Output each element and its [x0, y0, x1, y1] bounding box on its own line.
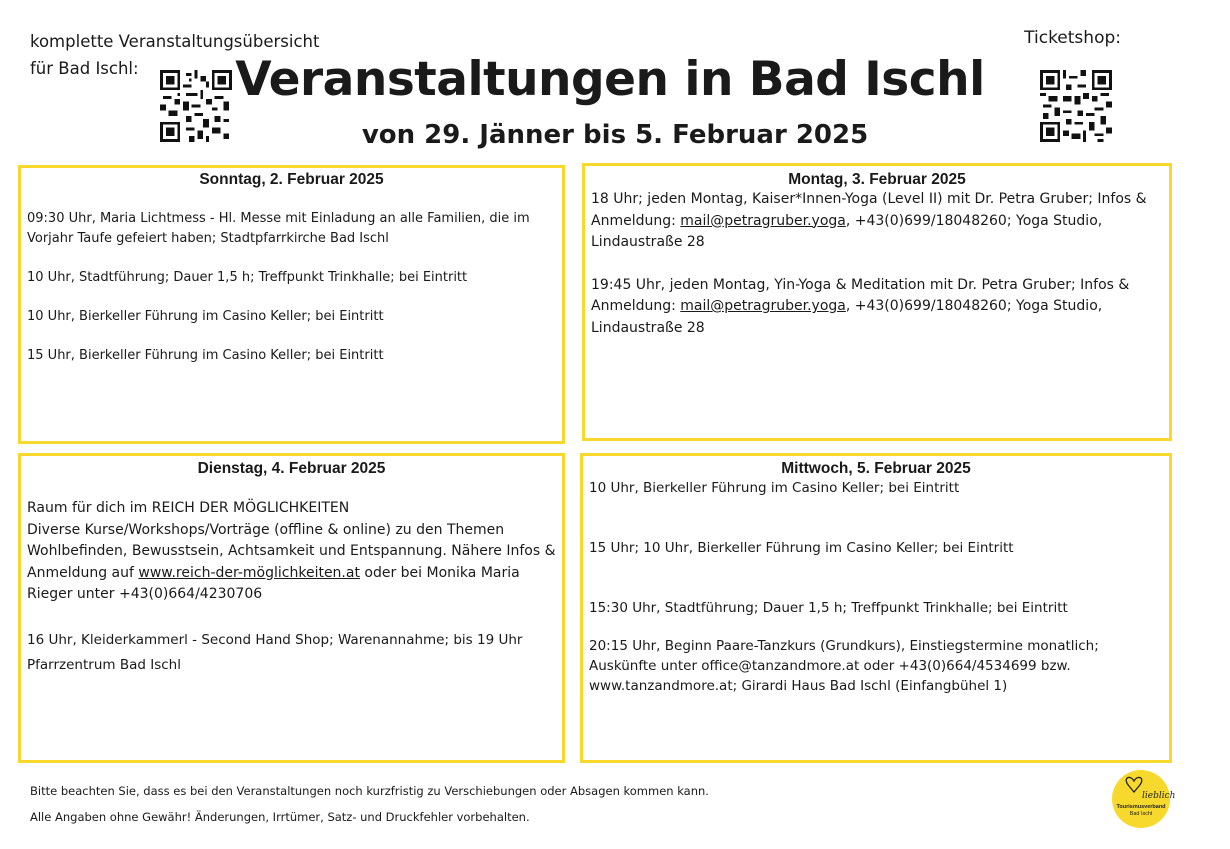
event-item: [27, 628, 556, 678]
event-item: 10 Uhr, Stadtführung; Dauer 1,5 h; Treffpunkt Trinkhalle; bei Eintritt: [27, 270, 468, 285]
event-text: , +43(0)699/18048260; Yoga Studio, Lindaustraße 28: [591, 298, 1103, 336]
event-text: oder bei Monika Maria Rieger unter +43(0)664/4230706: [27, 564, 520, 602]
day-title-mittwoch: Mittwoch, 5. Februar 2025: [781, 460, 971, 477]
overview-line-2: für Bad Ischl:: [30, 59, 139, 78]
event-text: Diverse Kurse/Workshops/Vorträge (offline & online) zu den Themen Wohlbefinden, Bewusstsein, Achtsamkeit und Entspannung. Nähere Infos & Anmeldung auf: [27, 521, 556, 581]
email-link[interactable]: mail@petragruber.yoga: [680, 298, 846, 314]
event-item: 15 Uhr; 10 Uhr, Bierkeller Führung im Casino Keller; bei Eintritt: [589, 540, 1014, 556]
event-item: 20:15 Uhr, Beginn Paare-Tanzkurs (Grundkurs), Einstiegstermine monatlich; Auskünfte unter office@tanzandmore.at oder +43(0)664/4534699 bzw. www.tanzandmore.at; Girardi Haus Bad Ischl (Einfangbühel 1): [589, 638, 1099, 694]
day-title-sonntag: Sonntag, 2. Februar 2025: [199, 171, 384, 188]
day-box-montag: [582, 163, 1172, 441]
event-heading: Raum für dich im REICH DER MÖGLICHKEITEN: [27, 500, 350, 516]
day-title-dienstag: Dienstag, 4. Februar 2025: [197, 460, 386, 477]
event-text: 19:45 Uhr, jeden Montag, Yin-Yoga & Meditation mit Dr. Petra Gruber; Infos & Anmeldung:: [591, 276, 1130, 314]
event-text: 16 Uhr, Kleiderkammerl - Second Hand Shop; Warenannahme; bis 19 Uhr: [27, 631, 523, 648]
day-title-montag: Montag, 3. Februar 2025: [788, 171, 966, 188]
email-link[interactable]: mail@petragruber.yoga: [680, 212, 846, 229]
page-title: Veranstaltungen in Bad Ischl: [235, 52, 985, 107]
logo-script: lieblich: [1142, 791, 1176, 801]
day-box-sonntag: [18, 165, 565, 444]
event-item: 09:30 Uhr, Maria Lichtmess - Hl. Messe mit Einladung an alle Familien, die im Vorjahr Taufe gefeiert haben; Stadtpfarrkirche Bad Ischl: [27, 211, 530, 246]
event-item: [591, 189, 1163, 254]
tourism-logo: [1112, 770, 1176, 828]
logo-line-2: Bad Ischl: [1129, 811, 1153, 817]
logo-line-1: Tourismusverband: [1116, 804, 1166, 810]
footer-note-1: Bitte beachten Sie, dass es bei den Veranstaltungen noch kurzfristig zu Verschiebungen oder Absagen kommen kann.: [30, 784, 709, 798]
heart-logo-icon: [1112, 770, 1176, 804]
day-box-mittwoch: [580, 453, 1172, 763]
event-item: 10 Uhr, Bierkeller Führung im Casino Keller; bei Eintritt: [589, 480, 960, 496]
ticketshop-label: Ticketshop:: [1024, 28, 1121, 48]
event-item: 10 Uhr, Bierkeller Führung im Casino Keller; bei Eintritt: [27, 309, 384, 324]
page-subtitle: von 29. Jänner bis 5. Februar 2025: [361, 120, 869, 150]
event-item: 15:30 Uhr, Stadtführung; Dauer 1,5 h; Treffpunkt Trinkhalle; bei Eintritt: [589, 600, 1068, 616]
website-link[interactable]: www.reich-der-möglichkeiten.at: [138, 564, 360, 581]
qr-code-right-icon[interactable]: [1040, 70, 1112, 142]
event-item: [27, 498, 556, 606]
overview-line-1: komplette Veranstaltungsübersicht: [30, 32, 320, 51]
event-text: , +43(0)699/18048260; Yoga Studio, Lindaustraße 28: [591, 212, 1103, 250]
footer-note-2: Alle Angaben ohne Gewähr! Änderungen, Irrtümer, Satz- und Druckfehler vorbehalten.: [30, 810, 530, 824]
event-text: 18 Uhr; jeden Montag, Kaiser*Innen-Yoga (Level II) mit Dr. Petra Gruber; Infos & Anmeldung:: [591, 191, 1147, 229]
event-text: Pfarrzentrum Bad Ischl: [27, 656, 181, 673]
event-item: [591, 275, 1163, 340]
day-box-dienstag: [18, 453, 565, 763]
event-item: 15 Uhr, Bierkeller Führung im Casino Keller; bei Eintritt: [27, 348, 384, 363]
